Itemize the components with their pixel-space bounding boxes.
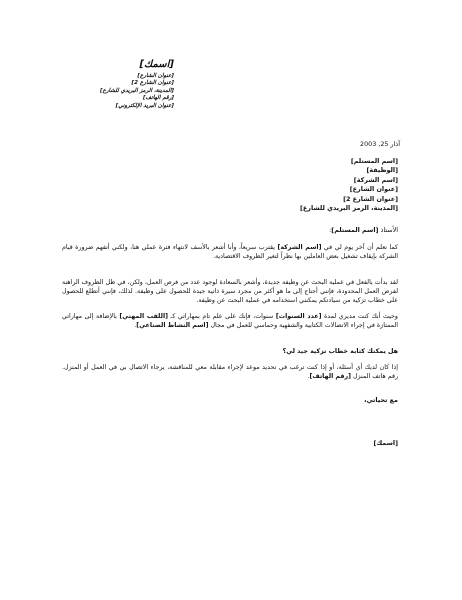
paragraph-3	[62, 313, 398, 331]
recipient-title: [الوظيفة]	[366, 166, 398, 175]
signature-name: [اسمك]	[373, 439, 398, 447]
recipient-company: [اسم الشركة]	[353, 175, 398, 184]
salutation-suffix: :	[329, 226, 332, 234]
paragraph-3-text-e: بالإضافة إلى مهاراتي الممتازة في إجراء الاتصالات الكتابية والشفهية وحماسي للعمل في مجال	[62, 313, 398, 329]
closing: مع تحياتي،	[364, 396, 398, 404]
salutation-prefix: الأستاذ	[378, 226, 398, 234]
sender-city-zip: [المدينة، الرمز البريدي للشارع]	[99, 87, 174, 94]
paragraph-3-text-g: .	[134, 321, 137, 329]
job-title-placeholder: [اللقب المهني]	[119, 313, 168, 320]
letter-date: آذار 25, 2003	[360, 140, 400, 148]
recipient-block	[258, 157, 398, 213]
paragraph-1	[62, 244, 398, 262]
years-placeholder: [عدد السنوات]	[275, 313, 322, 320]
paragraph-5	[62, 364, 398, 382]
sender-phone: [رقم الهاتف]	[142, 95, 174, 102]
home-phone-placeholder: [رقم الهاتف]	[309, 372, 351, 380]
paragraph-5-text-c: .	[307, 372, 310, 380]
industry-placeholder: [اسم النشاط الصناعي]	[136, 321, 209, 329]
sender-street: [عنوان الشارع]	[137, 73, 174, 79]
paragraph-4: هل يمكنك كتابة خطاب تزكية جيد لي؟	[282, 348, 398, 355]
paragraph-3-text-c: سنوات، فإنك على علم تام بمهاراتي كـ	[168, 313, 276, 320]
sender-block	[64, 58, 174, 110]
sender-street-2: [عنوان الشارع 2]	[131, 80, 174, 87]
paragraph-5-text-a: إذا كان لديك أي أسئلة، أو إذا كنت ترغب في تحديد موعد لإجراء مقابلة معي للمناقشة، يرجاء الاتصال بي في العمل أو المنزل. رقم هاتف المنزل	[62, 364, 398, 380]
sender-name: [اسمك]	[139, 59, 174, 70]
recipient-street: [عنوان الشارع]	[349, 185, 398, 194]
paragraph-3-text-a: وحيث أنك كنت مديري لمدة	[321, 313, 398, 320]
paragraph-1-text-a: كما تعلم أن آخر يوم لي في	[321, 244, 398, 251]
recipient-name: [اسم المستلم]	[350, 157, 398, 165]
paragraph-2: لقد بدأت بالفعل في عملية البحث عن وظيفة جديدة، وأشعر بالسعادة لوجود عدد من فرص العمل، ولكن، في ظل الظروف الراهنة لفرص العمل المحدودة، فإنني أحتاج إلى ما هو أكثر من مجرد سيرة ذاتية جيدة للحصول على وظيفة. لذلك، فإنني أتطلع للحصول على خطاب تزكية من سيادتكم يمكنني استخدامه في عملية البحث عن وظيفة.	[62, 279, 398, 304]
recipient-street-2: [عنوان الشارع 2]	[343, 194, 398, 203]
paragraph-1-text-c: يقترب سريعاً، وأنا أشعر بالأسف لانتهاء فترة عملي هنا، ولكني أتفهم ضرورة قيام الشركة بإيقاف تشغيل بعض العاملين بها نظراً لتغير الظروف الاقتصادية.	[62, 244, 398, 260]
salutation-name: [اسم المستلم]	[331, 226, 379, 234]
sender-email: [عنوان البريد الإلكتروني]	[115, 102, 174, 109]
salutation	[250, 226, 398, 234]
company-name-placeholder: [اسم الشركة]	[277, 244, 322, 251]
recipient-city-zip: [المدينة، الرمز البريدي للشارع]	[300, 204, 398, 213]
